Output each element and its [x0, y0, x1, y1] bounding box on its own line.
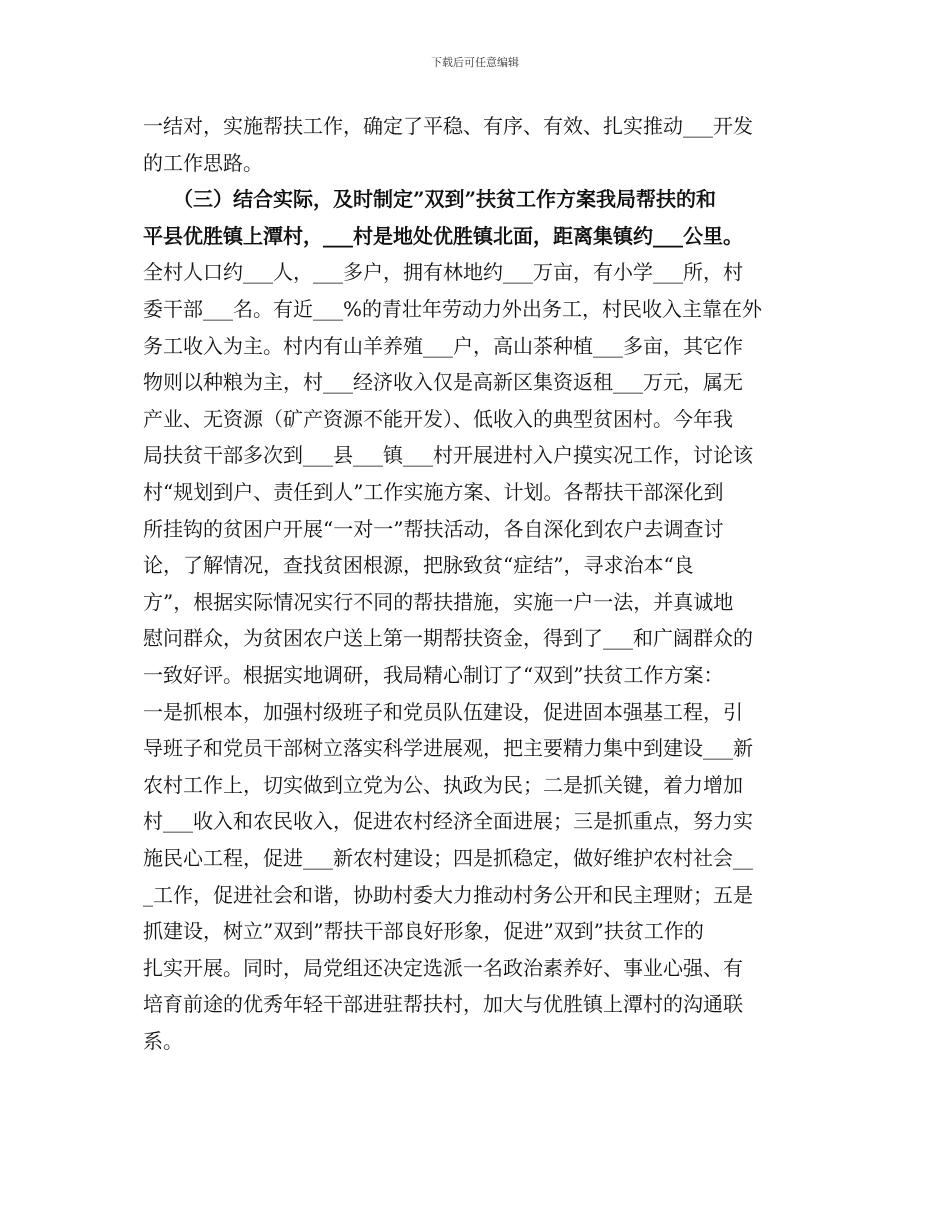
text-line: 局扶贫干部多次到___县___镇___村开展进村入户摸实况工作，讨论该 — [143, 443, 753, 468]
text-line: _工作，促进社会和谐，协助村委大力推动村务公开和民主理财；五是 — [143, 882, 753, 907]
text-line: 导班子和党员干部树立落实科学进展观，把主要精力集中到建设___新 — [143, 736, 753, 761]
text-line: 方”，根据实际情况实行不同的帮扶措施，实施一户一法，并真诚地 — [143, 589, 734, 614]
text-line: 论，了解情况，查找贫困根源，把脉致贫“症结”，寻求治本“良 — [143, 553, 694, 578]
text-line: 培育前途的优秀年轻干部进驻帮扶村，加大与优胜镇上潭村的沟通联 — [143, 992, 743, 1017]
text-line: 全村人口约___人，___多户，拥有林地约___万亩，有小学___所，村 — [143, 260, 743, 285]
text-line: 一结对，实施帮扶工作，确定了平稳、有序、有效、扎实推动___开发 — [143, 114, 753, 138]
text-line: 抓建设，树立”双到”帮扶干部良好形象，促进”双到”扶贫工作的 — [143, 919, 704, 944]
text-line: 慰问群众，为贫困农户送上第一期帮扶资金，得到了___和广阔群众的 — [143, 626, 753, 651]
text-line: 农村工作上，切实做到立党为公、执政为民；二是抓关键，着力增加 — [143, 772, 743, 797]
text-line: 平县优胜镇上潭村，___村是地处优胜镇北面，距离集镇约___公里。 — [143, 223, 743, 248]
text-line: 施民心工程，促进___新农村建设；四是抓稳定，做好维护农村社会__ — [143, 846, 753, 870]
text-line: 村___收入和农民收入，促进农村经济全面进展；三是抓重点，努力实 — [143, 809, 753, 834]
text-line: 所挂钩的贫困户开展“一对一”帮扶活动，各自深化到农户去调查讨 — [143, 516, 724, 541]
text-line: 扎实开展。同时，局党组还决定选派一名政治素养好、事业心强、有 — [143, 955, 743, 980]
text-line: （三）结合实际，及时制定”双到”扶贫工作方案我局帮扶的和 — [143, 187, 717, 212]
text-line: 物则以种粮为主，村___经济收入仅是高新区集资返租___万元，属无 — [143, 370, 743, 395]
text-line: 务工收入为主。村内有山羊养殖___户，高山茶种植___多亩，其它作 — [143, 333, 743, 358]
text-line: 一是抓根本，加强村级班子和党员队伍建设，促进固本强基工程，引 — [143, 699, 743, 724]
text-line: 产业、无资源（矿产资源不能开发）、低收入的典型贫困村。今年我 — [143, 406, 733, 431]
text-line: 村“规划到户、责任到人”工作实施方案、计划。各帮扶干部深化到 — [143, 480, 724, 504]
text-line: 委干部___名。有近___%的青壮年劳动力外出务工，村民收入主靠在外 — [143, 297, 763, 321]
page-header: 下载后可任意编辑 — [431, 56, 519, 69]
text-line: 的工作思路。 — [143, 150, 263, 175]
text-line: 一致好评。根据实地调研，我局精心制订了“双到”扶贫工作方案： — [143, 663, 724, 687]
text-line: 系。 — [143, 1029, 183, 1053]
